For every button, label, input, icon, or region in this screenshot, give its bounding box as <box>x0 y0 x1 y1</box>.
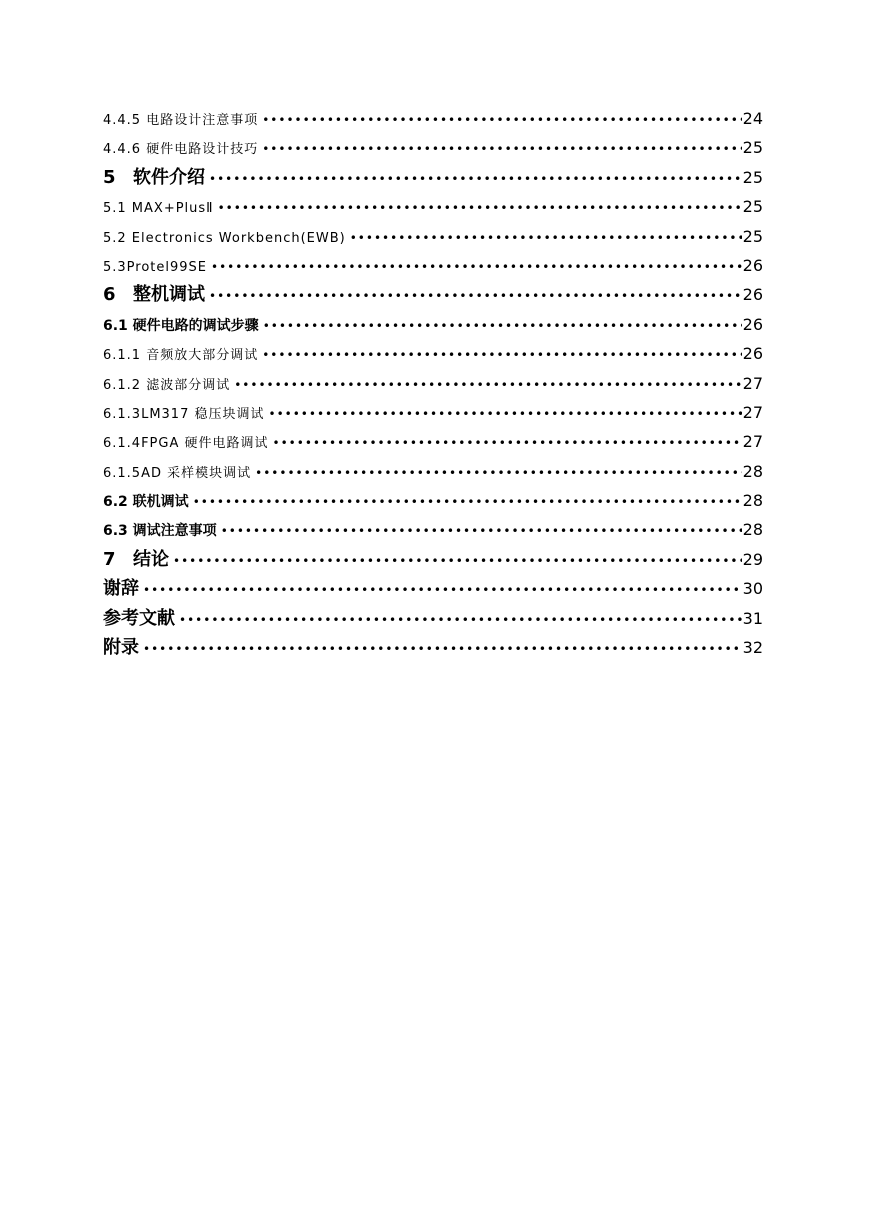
toc-page-number: 31 <box>742 608 763 628</box>
toc-page-number: 32 <box>742 638 763 658</box>
toc-leader-dots <box>350 224 742 251</box>
toc-entry-label: 6.3 调试注意事项 <box>103 523 217 540</box>
table-of-contents <box>103 104 763 662</box>
toc-leader-dots <box>268 400 741 427</box>
toc-chapter-number: 7 <box>103 548 116 570</box>
toc-page-number: 29 <box>742 549 763 569</box>
toc-page-number: 26 <box>742 255 763 275</box>
toc-entry-5-1[interactable] <box>103 192 763 221</box>
toc-chapter-title: 软件介绍 <box>133 166 205 188</box>
toc-entry-chapter-5[interactable] <box>103 163 763 192</box>
toc-leader-dots <box>173 547 742 574</box>
toc-leader-dots <box>262 341 741 368</box>
toc-leader-dots <box>143 576 742 603</box>
toc-entry-6-1-1[interactable] <box>103 339 763 368</box>
toc-entry-6-1-2[interactable] <box>103 369 763 398</box>
toc-entry-label: 4.4.6 硬件电路设计技巧 <box>103 142 259 158</box>
toc-entry-6-3[interactable] <box>103 515 763 544</box>
toc-entry-5-2[interactable] <box>103 222 763 251</box>
toc-entry-label: 附录 <box>103 637 139 659</box>
toc-page-number: 27 <box>742 402 763 422</box>
toc-entry-6-2[interactable] <box>103 486 763 515</box>
toc-page-number: 26 <box>742 314 763 334</box>
toc-page-number: 27 <box>742 432 763 452</box>
toc-entry-references[interactable] <box>103 604 763 633</box>
toc-page-number: 24 <box>742 109 763 128</box>
toc-entry-label: 4.4.5 电路设计注意事项 <box>103 113 259 128</box>
toc-entry-label <box>103 545 173 574</box>
toc-entry-label: 6.1.2 滤波部分调试 <box>103 377 231 393</box>
toc-entry-6-1-5[interactable] <box>103 457 763 486</box>
toc-entry-label <box>103 163 209 192</box>
toc-entry-label: 6.2 联机调试 <box>103 494 189 511</box>
toc-leader-dots <box>143 635 742 662</box>
toc-entry-4-4-6[interactable] <box>103 133 763 162</box>
toc-entry-6-1[interactable] <box>103 310 763 339</box>
toc-page-number: 25 <box>742 226 763 246</box>
toc-page-number: 25 <box>742 197 763 217</box>
toc-entry-label: 6.1.4FPGA 硬件电路调试 <box>103 436 269 452</box>
toc-entry-label: 5.2 Electronics Workbench(EWB) <box>103 230 346 246</box>
toc-entry-label: 6.1.5AD 采样模块调试 <box>103 465 252 481</box>
toc-entry-chapter-6[interactable] <box>103 280 763 309</box>
toc-page-number: 26 <box>742 344 763 364</box>
toc-entry-label: 6.1 硬件电路的调试步骤 <box>103 317 259 334</box>
toc-entry-appendix[interactable] <box>103 633 763 662</box>
toc-entry-5-3[interactable] <box>103 251 763 280</box>
toc-entry-label <box>103 280 209 309</box>
toc-page-number: 28 <box>742 461 763 481</box>
toc-leader-dots <box>234 371 741 398</box>
toc-leader-dots <box>179 606 742 633</box>
toc-leader-dots <box>273 429 742 456</box>
toc-entry-label: 参考文献 <box>103 607 175 629</box>
toc-chapter-title: 结论 <box>133 548 169 570</box>
toc-entry-label: 6.1.3LM317 稳压块调试 <box>103 406 265 422</box>
toc-entry-label: 6.1.1 音频放大部分调试 <box>103 348 259 364</box>
toc-leader-dots <box>255 459 742 486</box>
toc-leader-dots <box>262 135 741 162</box>
toc-page-number: 27 <box>742 373 763 393</box>
toc-entry-6-1-3[interactable] <box>103 398 763 427</box>
toc-entry-label: 5.3Protel99SE <box>103 259 208 275</box>
toc-page-number: 26 <box>742 285 763 305</box>
toc-page-number: 28 <box>742 520 763 540</box>
toc-leader-dots <box>263 312 742 339</box>
toc-page-number: 25 <box>742 167 763 187</box>
toc-leader-dots <box>193 488 742 515</box>
toc-page-number: 28 <box>742 491 763 511</box>
toc-page-number: 25 <box>742 138 763 158</box>
toc-entry-acknowledgements[interactable] <box>103 574 763 603</box>
toc-chapter-number: 6 <box>103 284 116 306</box>
toc-leader-dots <box>209 165 742 192</box>
toc-entry-6-1-4[interactable] <box>103 427 763 456</box>
toc-entry-label: 谢辞 <box>103 578 139 600</box>
toc-leader-dots <box>211 253 742 280</box>
toc-entry-4-4-5[interactable] <box>103 104 763 133</box>
toc-entry-label: 5.1 MAX+PlusⅡ <box>103 201 214 217</box>
toc-chapter-title: 整机调试 <box>133 284 205 306</box>
toc-entry-chapter-7[interactable] <box>103 545 763 574</box>
toc-leader-dots <box>218 194 742 221</box>
toc-leader-dots <box>221 517 742 544</box>
toc-chapter-number: 5 <box>103 166 116 188</box>
toc-leader-dots <box>262 106 741 133</box>
toc-leader-dots <box>209 282 742 309</box>
toc-page-number: 30 <box>742 579 763 599</box>
